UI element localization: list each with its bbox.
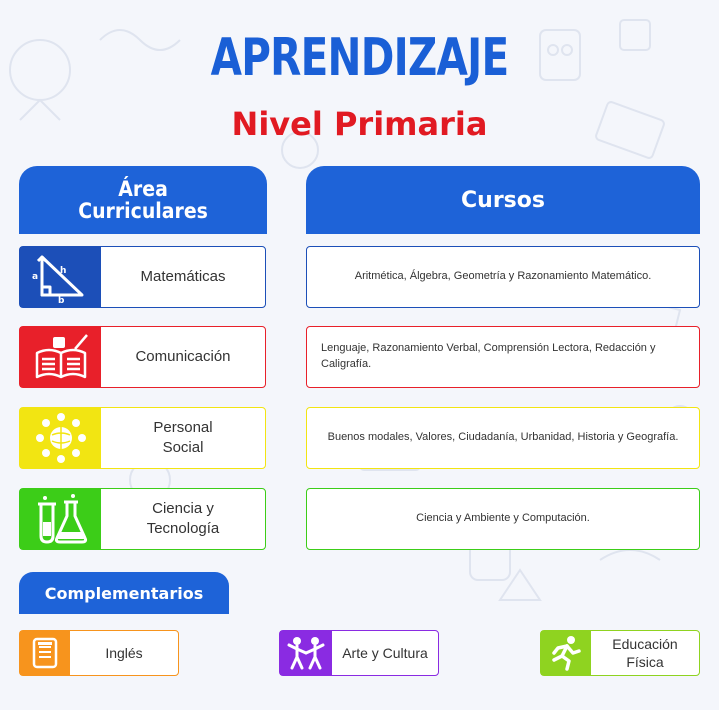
- label-educacion: Educación: [612, 635, 678, 652]
- complementario-ingles: [19, 630, 179, 676]
- area-label-personal-social: [101, 408, 265, 468]
- area-label-tecnologia: Tecnología: [146, 520, 220, 537]
- area-label-personal: Personal: [153, 418, 213, 436]
- cursos-matematicas: Aritmética, Álgebra, Geometría y Razonamiento Matemático.: [306, 246, 700, 308]
- area-header-line1: Área: [118, 176, 168, 201]
- complementario-label-arte-cultura: Arte y Cultura: [342, 644, 428, 661]
- svg-text:h: h: [59, 266, 66, 276]
- triangle-ruler-icon: [20, 247, 101, 307]
- area-row-matematicas: [19, 246, 266, 308]
- label-fisica: Física: [626, 654, 664, 670]
- page-title: APRENDIZAJE: [210, 28, 509, 88]
- cursos-comunicacion: Lenguaje, Razonamiento Verbal, Comprensión Lectora, Redacción y Caligrafía.: [306, 326, 700, 388]
- complementario-arte-cultura: [279, 630, 439, 676]
- complementario-educacion-fisica: [540, 630, 700, 676]
- runner-icon: [541, 631, 591, 675]
- area-label-ciencia-tecnologia: [101, 489, 265, 549]
- svg-text:a: a: [31, 272, 38, 282]
- area-row-comunicacion: [19, 326, 266, 388]
- notebook-icon: [20, 631, 70, 675]
- area-curriculares-header: [19, 166, 267, 234]
- complementario-label-educacion-fisica: [591, 631, 699, 675]
- area-label-social: Social: [162, 439, 204, 456]
- cursos-header: Cursos: [306, 166, 700, 234]
- test-tube-flask-icon: [20, 489, 101, 549]
- svg-text:b: b: [57, 296, 64, 303]
- area-row-ciencia-tecnologia: [19, 488, 266, 550]
- dancers-icon: [280, 631, 332, 675]
- complementarios-header: Complementarios: [19, 572, 229, 614]
- area-row-personal-social: [19, 407, 266, 469]
- area-label-comunicacion: Comunicación: [135, 347, 231, 365]
- area-label-ciencia: Ciencia y: [152, 499, 214, 517]
- book-inkwell-icon: [20, 327, 101, 387]
- people-globe-icon: [20, 408, 101, 468]
- page-subtitle: Nivel Primaria: [231, 105, 488, 143]
- complementario-label-ingles: Inglés: [105, 644, 143, 661]
- area-header-line2: Curriculares: [78, 199, 208, 223]
- cursos-ciencia-tecnologia: Ciencia y Ambiente y Computación.: [306, 488, 700, 550]
- cursos-personal-social: Buenos modales, Valores, Ciudadanía, Urbanidad, Historia y Geografía.: [306, 407, 700, 469]
- area-label-matematicas: Matemáticas: [140, 267, 226, 285]
